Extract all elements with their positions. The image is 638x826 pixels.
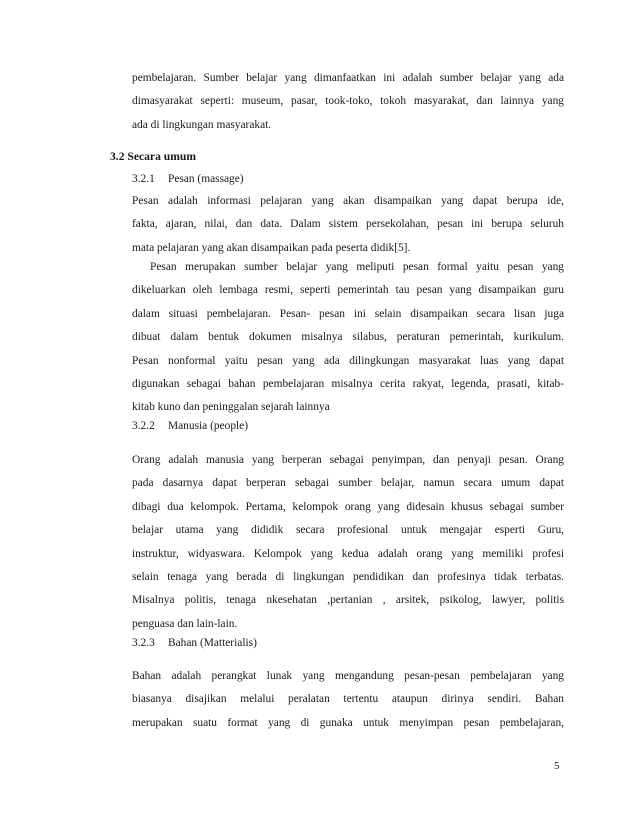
- paragraph-line: fakta, ajaran, nilai, dan data. Dalam sistem persekolahan, pesan ini berupa seluruh: [132, 218, 564, 231]
- section-heading: 3.2 Secara umum: [110, 150, 196, 163]
- paragraph-line: biasanya disajikan melalui peralatan tertentu ataupun dirinya sendiri. Bahan: [132, 693, 564, 706]
- paragraph-line: pada dasarnya dapat berperan sebagai sumber belajar, namun secara umum dapat: [132, 477, 564, 490]
- subsection-title: Pesan (massage): [168, 173, 244, 185]
- subsection-number: 3.2.1: [132, 173, 155, 185]
- subsection-title: Bahan (Matterialis): [168, 637, 257, 649]
- page-number: 5: [554, 760, 560, 772]
- pesan-paragraph-1: [132, 190, 564, 260]
- paragraph-line: Misalnya politis, tenaga nkesehatan ,pertanian , arsitek, psikolog, lawyer, politis: [132, 594, 564, 607]
- paragraph-line: belajar utama yang dididik secara profesional untuk mengajar esperti Guru,: [132, 524, 564, 537]
- paragraph-line: selain tenaga yang berada di lingkungan pendidikan dan profesinya tidak terbatas.: [132, 571, 564, 584]
- paragraph-line: Bahan adalah perangkat lunak yang mengandung pesan-pesan pembelajaran yang: [132, 670, 564, 682]
- paragraph-line: pembelajaran. Sumber belajar yang dimanfaatkan ini adalah sumber belajar yang ada: [132, 72, 564, 84]
- manusia-paragraph: [132, 449, 564, 636]
- subsection-number: 3.2.3: [132, 637, 155, 649]
- intro-paragraph: [132, 67, 564, 137]
- paragraph-line: kitab kuno dan peninggalan sejarah lainnya: [132, 401, 330, 414]
- subsection-heading-bahan: [132, 637, 257, 649]
- paragraph-line: dalam situasi pembelajaran. Pesan- pesan ini selain disampaikan secara lisan juga: [132, 307, 564, 320]
- paragraph-line: Pesan adalah informasi pelajaran yang akan disampaikan yang dapat berupa ide,: [132, 195, 564, 207]
- paragraph-line: instruktur, widyaswara. Kelompok yang kedua adalah orang yang memiliki profesi: [132, 547, 564, 560]
- paragraph-line: penguasa dan lain-lain.: [132, 617, 238, 630]
- paragraph-line: Orang adalah manusia yang berperan sebagai penyimpan, dan penyaji pesan. Orang: [132, 454, 564, 466]
- paragraph-line: dimasyarakat seperti: museum, pasar, took-toko, tokoh masyarakat, dan lainnya yang: [132, 95, 564, 108]
- subsection-heading-pesan: [132, 173, 244, 185]
- subsection-heading-manusia: [132, 420, 248, 432]
- paragraph-line: digunakan sebagai bahan pembelajaran misalnya cerita rakyat, legenda, prasati, kitab-: [132, 378, 564, 391]
- subsection-title: Manusia (people): [168, 420, 249, 432]
- paragraph-line: dikeluarkan oleh lembaga resmi, seperti pemerintah tau pesan yang disampaikan guru: [132, 284, 564, 297]
- pesan-paragraph-2: [132, 256, 564, 420]
- paragraph-line: Pesan nonformal yaitu pesan yang ada dilingkungan masyarakat luas yang dapat: [132, 354, 564, 367]
- paragraph-line: dibuat dalam bentuk dokumen misalnya silabus, peraturan pemerintah, kurikulum.: [132, 331, 564, 344]
- subsection-number: 3.2.2: [132, 420, 155, 432]
- paragraph-line: dibagi dua kelompok. Pertama, kelompok orang yang didesain khusus sebagai sumber: [132, 500, 564, 513]
- paragraph-line: mata pelajaran yang akan disampaikan pada peserta didik[5].: [132, 241, 411, 254]
- paragraph-line: Pesan merupakan sumber belajar yang meliputi pesan formal yaitu pesan yang: [150, 261, 564, 273]
- paragraph-line: ada di lingkungan masyarakat.: [132, 118, 272, 131]
- bahan-paragraph: [132, 665, 564, 735]
- paragraph-line: merupakan suatu format yang di gunaka untuk menyimpan pesan pembelajaran,: [132, 716, 564, 729]
